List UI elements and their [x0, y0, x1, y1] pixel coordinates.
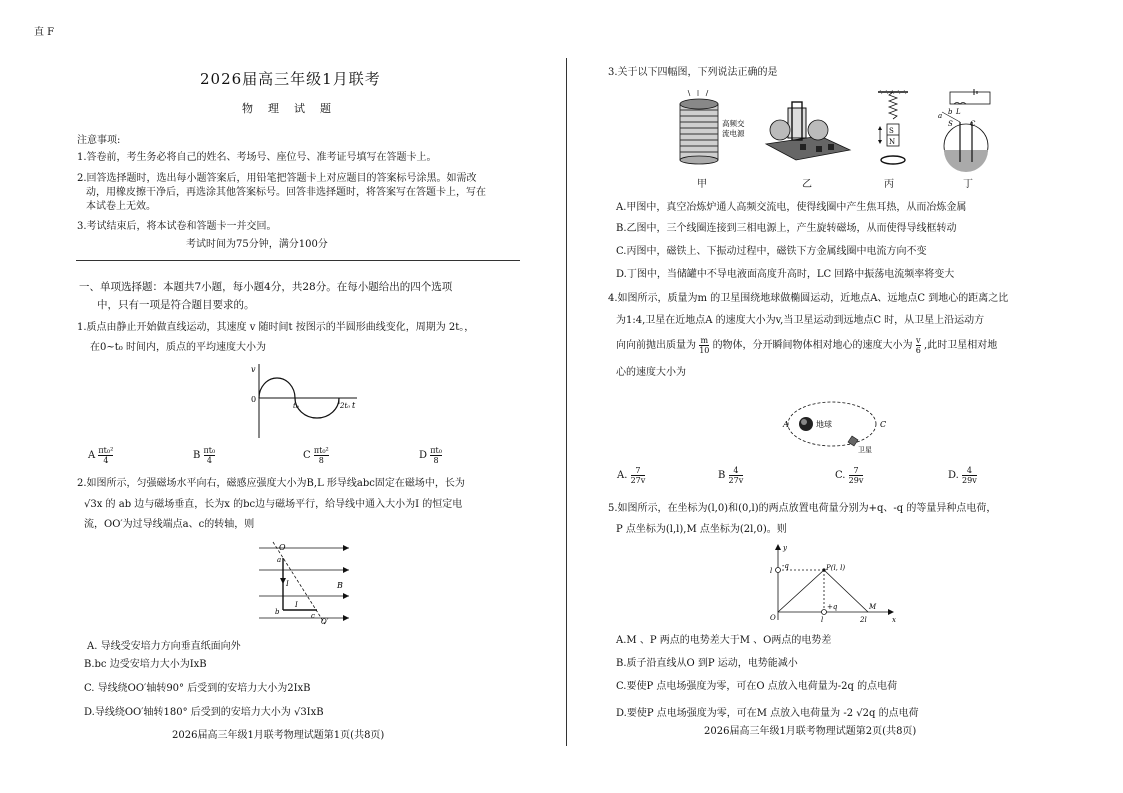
header-divider — [76, 260, 520, 261]
q2-label-c: c — [311, 612, 315, 620]
q5-stem: 5.如图所示，在坐标为(l,0)和(0,l)的两点放置电荷量分别为+q、-q 的等量异种点电荷， — [608, 503, 997, 514]
q3-bing-s: S — [889, 127, 894, 135]
q2-label-B: B — [337, 581, 343, 590]
q4-stem-line4: 心的速度大小为 — [616, 367, 686, 378]
q1-option-a-frac: $\frac{\text{πt₀²}}{4}$ — [98, 446, 114, 465]
q3-figure-yi — [760, 100, 852, 166]
q1-option-d-frac: $\frac{\text{πt₀}}{8}$ — [430, 446, 442, 465]
q3-option-d[interactable]: D.丁图中，当储罐中不导电液面高度升高时，LC 回路中振荡电流频率将变大 — [616, 269, 955, 280]
notice-3: 3.考试结束后，将本试卷和答题卡一并交回。 — [77, 221, 277, 232]
q1-t-label: t — [352, 401, 356, 410]
q2-stem: 2.如图所示，匀强磁场水平向右，磁感应强度大小为B,L 形导线abc固定在磁场中，长为 — [77, 478, 465, 489]
q5-O-label: O — [770, 614, 776, 622]
q1-curve-upper — [259, 378, 295, 398]
q1-option-b[interactable] — [193, 446, 215, 465]
q5-x-label: x — [892, 616, 896, 624]
q4-option-a[interactable] — [617, 466, 645, 485]
column-divider — [566, 58, 567, 746]
corner-mark: 直 F — [34, 27, 55, 38]
notice-2: 2.回答选择题时，选出每小题答案后，用铅笔把答题卡上对应题目的答案标号涂黑。如需改 — [77, 173, 477, 184]
notice-2-cont: 动，用橡皮擦干净后，再选涂其他答案标号。回答非选择题时，将答案写在答题卡上，写在 — [86, 187, 486, 198]
q2-label-a: a — [277, 556, 282, 564]
q4-label-A: A — [783, 420, 789, 429]
notice-1: 1.答卷前，考生务必将自己的姓名、考场号、座位号、准考证号填写在答题卡上。 — [77, 152, 437, 163]
q5-option-a[interactable]: A.M 、P 两点的电势差大于M 、O两点的电势差 — [616, 635, 832, 646]
q1-velocity-graph — [245, 360, 365, 440]
q2-label-I1: I — [286, 580, 289, 588]
q4-option-d[interactable] — [948, 466, 977, 485]
q3-figure-jia — [676, 90, 746, 170]
q1-option-c[interactable] — [303, 446, 329, 465]
q2-option-a[interactable]: A. 导线受安培力方向垂直纸面向外 — [87, 641, 241, 652]
q1-option-a[interactable] — [88, 446, 113, 465]
q1-option-c-frac: $\frac{\text{πt₀²}}{8}$ — [313, 446, 329, 465]
q2-label-b: b — [275, 608, 280, 616]
q3-ding-S: S — [948, 120, 953, 128]
q1-option-d-letter: D — [419, 450, 428, 461]
q4-stem-line3 — [616, 336, 997, 355]
q4-option-d-frac: $\frac{4}{29v}$ — [962, 466, 977, 485]
q4-stem-line3-b: 的物体，分开瞬间物体相对地心的速度大小为 — [712, 340, 913, 351]
q5-coordinate-diagram — [762, 540, 902, 626]
q1-2t0-label: 2t₀ — [340, 402, 351, 410]
q3-option-b[interactable]: B.乙图中，三个线圈连接到三相电源上，产生旋转磁场，从而使得导线框转动 — [616, 223, 957, 234]
q5-M-label: M — [869, 603, 877, 611]
q3-jia-label-2: 流电源 — [722, 129, 745, 138]
q4-option-c-frac: $\frac{7}{29v}$ — [848, 466, 864, 485]
q2-stem-cont: √3x 的 ab 边与磁场垂直，长为x 的bc边与磁场平行，给导线中通入大小为I 的恒定电 — [84, 499, 463, 510]
q3-jia-label-1: 高频交 — [722, 119, 745, 128]
q2-magnetic-field-diagram — [255, 540, 355, 628]
q5-positive-charge — [822, 610, 827, 615]
q3-label-bing: 丙 — [884, 179, 894, 190]
q3-ding-a: a — [938, 112, 943, 120]
q4-option-a-frac: $\frac{7}{27v}$ — [630, 466, 646, 485]
q5-l-x-label: l — [821, 616, 824, 624]
q1-v-label: v — [251, 365, 256, 374]
notice-title: 注意事项: — [77, 135, 121, 146]
q4-option-b-frac: $\frac{4}{27v}$ — [728, 466, 744, 485]
q5-l-y-label: l — [770, 567, 773, 575]
q5-pos-q-label: +q — [827, 603, 838, 611]
q5-option-b[interactable]: B.质子沿直线从O 到P 运动，电势能减小 — [616, 658, 798, 669]
q1-option-d[interactable] — [419, 446, 442, 465]
q1-t0-label: t₀ — [293, 402, 299, 410]
notice-2-end: 本试卷上无效。 — [86, 201, 156, 212]
q1-stem: 1.质点由静止开始做直线运动，其速度 v 随时间t 按图示的半圆形曲线变化，周期为 2t。， — [77, 322, 475, 333]
q2-option-b[interactable]: B.bc 边受安培力大小为IxB — [84, 659, 207, 670]
q4-option-a-letter: A. — [617, 470, 628, 481]
q1-curve-lower — [295, 398, 339, 418]
q3-bing-n: N — [889, 138, 896, 146]
exam-subtitle: 物 理 试 题 — [242, 102, 333, 115]
q4-option-c[interactable] — [835, 466, 863, 485]
q4-label-C: C — [880, 420, 887, 429]
q5-neg-q-label: -q — [782, 562, 789, 570]
q3-stem: 3.关于以下四幅图，下列说法正确的是 — [608, 67, 778, 78]
q4-label-satellite: 卫星 — [858, 446, 872, 454]
q3-ding-L: L — [956, 108, 961, 116]
right-footer: 2026届高三年级1月联考物理试题第2页(共8页) — [704, 726, 917, 737]
q2-label-O2: O′ — [321, 618, 329, 626]
q4-stem-line3-c: ,此时卫星相对地 — [924, 340, 998, 351]
q4-option-b-letter: B — [718, 470, 726, 481]
q3-option-c[interactable]: C.丙图中，磁铁上、下振动过程中，磁铁下方金属线圈中电流方向不变 — [616, 246, 927, 257]
q4-stem-line2: 为1:4,卫星在近地点A 的速度大小为v,当卫星运动到远地点C 时，从卫星上沿运动方 — [616, 315, 985, 326]
q4-stem-line3-a: 向向前抛出质量为 — [616, 340, 696, 351]
q2-label-I2: I — [295, 601, 298, 609]
q5-option-d[interactable]: D.要使P 点电场强度为零，可在M 点放入电荷量为 -2 √2q 的点电荷 — [616, 708, 919, 719]
section-heading: 一、单项选择题：本题共7小题，每小题4分，共28分。在每小题给出的四个选项 — [79, 281, 453, 293]
q5-y-label: y — [783, 544, 787, 552]
q1-option-a-letter: A — [88, 450, 96, 461]
q2-rotation-axis — [273, 542, 325, 624]
q3-ding-C: C — [970, 120, 976, 128]
q5-P-label: P(l, l) — [826, 564, 846, 572]
q5-option-c[interactable]: C.要使P 点电场强度为零，可在O 点放入电荷量为-2q 的点电荷 — [616, 681, 898, 692]
q4-option-b[interactable] — [718, 466, 743, 485]
q4-option-c-letter: C. — [835, 470, 846, 481]
q1-stem-cont: 在0~t₀ 时间内，质点的平均速度大小为 — [90, 342, 266, 353]
q4-option-d-letter: D. — [948, 470, 959, 481]
q2-label-O: O — [279, 543, 286, 552]
q5-2l-label: 2l — [860, 616, 867, 624]
q2-stem-end: 流，OO′为过导线端点a、c的转轴，则 — [84, 519, 255, 530]
q5-stem-cont: P 点坐标为(l,l),M 点坐标为(2l,0)。则 — [616, 524, 787, 535]
section-heading-cont: 中，只有一项是符合题目要求的。 — [97, 299, 255, 311]
q4-label-earth: 地球 — [816, 420, 832, 429]
q3-option-a[interactable]: A.甲图中，真空冶炼炉通人高频交流电，使得线圈中产生焦耳热，从而冶炼金属 — [616, 202, 967, 213]
q3-label-jia: 甲 — [697, 179, 707, 190]
q3-figure-ding — [930, 88, 1000, 172]
q2-option-d[interactable]: D.导线绕OO′轴转180° 后受到的安培力大小为 √3IxB — [84, 707, 324, 718]
q4-velocity-frac: $\frac{v}{6}$ — [915, 336, 921, 355]
q3-ding-b: b — [948, 108, 953, 116]
q1-origin-label: 0 — [251, 395, 257, 404]
q4-orbit-diagram — [780, 396, 890, 456]
q3-label-ding: 丁 — [963, 179, 973, 190]
q3-figure-bing — [870, 90, 916, 170]
q4-stem: 4.如图所示，质量为m 的卫星围绕地球做椭圆运动，近地点A、远地点C 到地心的距离之比 — [608, 293, 1009, 304]
q3-label-yi: 乙 — [802, 179, 812, 190]
q1-option-b-letter: B — [193, 450, 201, 461]
q1-option-c-letter: C — [303, 450, 311, 461]
left-footer: 2026届高三年级1月联考物理试题第1页(共8页) — [172, 730, 385, 741]
q2-option-c[interactable]: C. 导线绕OO′轴转90° 后受到的安培力大小为2IxB — [84, 683, 311, 694]
exam-title: 2026届高三年级1月联考 — [200, 70, 381, 88]
q1-option-b-frac: $\frac{\text{πt₀}}{4}$ — [203, 446, 216, 465]
time-note: 考试时间为75分钟，满分100分 — [186, 239, 328, 250]
q4-mass-frac: $\frac{m}{10}$ — [699, 336, 710, 355]
q5-negative-charge — [776, 568, 781, 573]
